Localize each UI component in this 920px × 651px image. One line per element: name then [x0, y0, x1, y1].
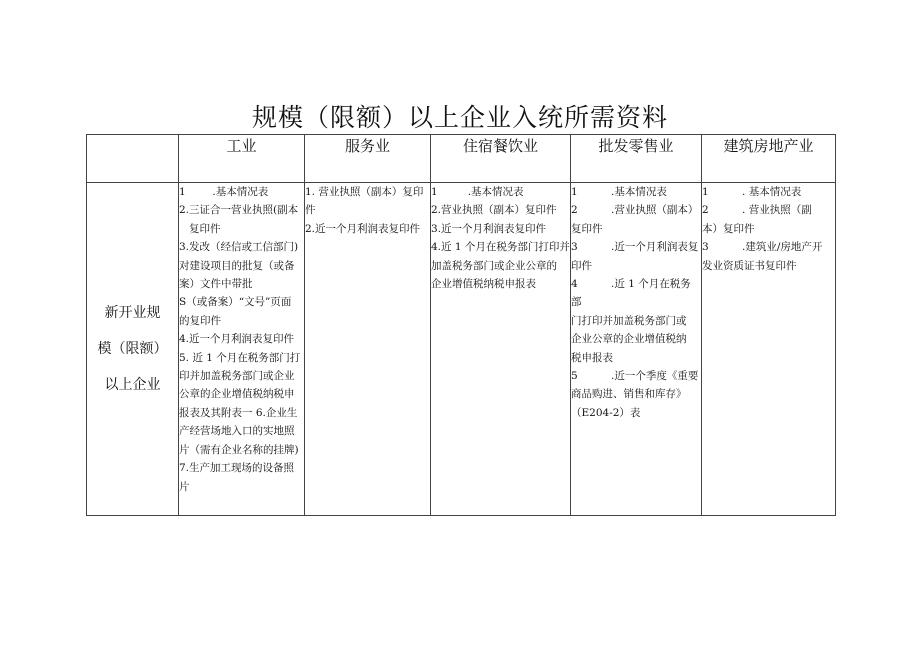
- requirement-line: 发业资质证书复印件: [702, 259, 797, 272]
- wholesale-requirements-cell: [571, 183, 702, 516]
- requirement-line: 2.近一个月利润表复印件: [305, 222, 421, 235]
- header-wholesale: 批发零售业: [571, 135, 702, 183]
- requirement-line: 商品购进、销售和库存》: [571, 388, 687, 401]
- header-industry: 工业: [179, 135, 305, 183]
- header-accommodation: 住宿餐饮业: [431, 135, 571, 183]
- requirement-line: 片: [179, 480, 190, 493]
- requirement-line: 2 .营业执照（副本）: [571, 204, 699, 217]
- header-construction: 建筑房地产业: [702, 135, 836, 183]
- requirement-line: 对建设项目的批复（或备: [179, 259, 295, 272]
- row-label-line: 新开业规: [104, 305, 161, 321]
- row-label-cell: [87, 183, 179, 516]
- requirement-line: 1 .基本情况表: [179, 186, 269, 198]
- row-label-line: 模（限额）: [97, 341, 168, 357]
- requirement-line: 印并加盖税务部门或企业: [179, 370, 295, 383]
- requirement-line: 3 .建筑业/房地产开: [702, 241, 823, 254]
- requirement-line: 案）文件中带批: [179, 278, 253, 291]
- requirement-line: 加盖税务部门或企业公章的: [431, 259, 557, 272]
- requirement-line: 1 .基本情况表: [431, 186, 524, 198]
- requirement-line: 1 .基本情况表: [571, 186, 667, 198]
- requirement-line: 企业增值税纳税申报表: [431, 278, 536, 291]
- requirement-line: 印件: [571, 259, 592, 272]
- construction-requirements-cell: [702, 183, 836, 516]
- requirement-line: 公章的企业增值税纳税申: [179, 388, 295, 401]
- requirement-line: 3.近一个月利润表复印件: [431, 222, 547, 235]
- requirement-line: 2.营业执照（副本）复印件: [431, 204, 557, 217]
- requirements-table: [86, 134, 836, 516]
- header-corner-cell: [87, 135, 179, 183]
- requirement-line: 4.近一个月利润表复印件: [179, 333, 295, 346]
- requirement-line: 3 .近一个月利润表复: [571, 241, 699, 254]
- requirement-line: 片（需有企业名称的挂牌): [179, 443, 299, 456]
- requirement-line: 企业公章的企业增值税纳: [571, 333, 687, 346]
- requirement-line: 复印件: [179, 222, 221, 235]
- requirement-line: （E204-2）表: [571, 406, 641, 419]
- service-requirements-cell: [305, 183, 431, 516]
- requirement-line: 5 .近一个季度《重要: [571, 370, 699, 383]
- requirement-line: 2 . 营业执照（副: [702, 204, 812, 217]
- requirement-line: 4 .近 1 个月在税务部: [571, 278, 691, 309]
- table-row: [87, 183, 836, 516]
- requirement-line: 1. 营业执照（副本）复印: [305, 186, 424, 198]
- requirement-line: 复印件: [571, 222, 603, 235]
- requirement-line: 7.生产加工现场的设备照: [179, 462, 295, 475]
- accommodation-requirements-cell: [431, 183, 571, 516]
- requirement-line: 5. 近 1 个月在税务部门打: [179, 351, 301, 364]
- requirement-line: 产经营场地入口的实地照: [179, 425, 295, 438]
- requirement-line: 件: [305, 204, 316, 217]
- requirement-line: 2.三证合一营业执照(副本: [179, 204, 299, 217]
- header-service: 服务业: [305, 135, 431, 183]
- requirement-line: S（或备案）“文号”页面: [179, 296, 292, 309]
- requirement-line: 本）复印件: [702, 222, 755, 235]
- requirement-line: 报表及其附表一 6.企业生: [179, 406, 298, 419]
- industry-requirements-cell: [179, 183, 305, 516]
- document-title: 规模（限额）以上企业入统所需资料: [251, 103, 668, 132]
- requirement-line: 门打印并加盖税务部门或: [571, 314, 687, 327]
- requirement-line: 1 . 基本情况表: [702, 186, 802, 198]
- requirement-line: 3.发改（经信或工信部门): [179, 241, 299, 254]
- header-row: [87, 135, 836, 183]
- row-label-line: 以上企业: [104, 377, 161, 393]
- requirement-line: 4.近 1 个月在税务部门打印并: [431, 241, 570, 254]
- requirement-line: 税申报表: [571, 351, 613, 364]
- requirement-line: 的复印件: [179, 314, 221, 327]
